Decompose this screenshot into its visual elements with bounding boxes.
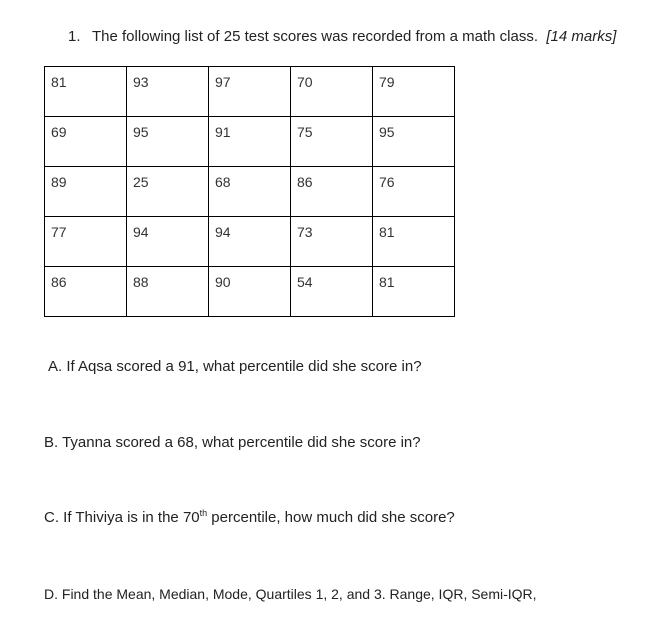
scores-table — [44, 66, 455, 317]
table-cell — [127, 117, 209, 167]
table-row — [45, 217, 455, 267]
scores-table-body — [45, 67, 455, 317]
table-row — [45, 67, 455, 117]
table-cell — [291, 67, 373, 117]
table-cell — [291, 267, 373, 317]
table-cell — [291, 167, 373, 217]
score-value: 88 — [133, 274, 149, 290]
question-text: The following list of 25 test scores was recorded from a math class. — [92, 28, 539, 45]
score-value: 69 — [51, 124, 67, 140]
table-cell — [127, 217, 209, 267]
part-c-question — [44, 509, 455, 526]
part-c-text-start: C. If Thiviya is in the 70 — [44, 509, 200, 526]
table-cell — [209, 117, 291, 167]
table-cell — [45, 167, 127, 217]
table-cell — [45, 267, 127, 317]
part-b-question: B. Tyanna scored a 68, what percentile did she score in? — [44, 434, 421, 451]
score-value: 75 — [297, 124, 313, 140]
table-cell — [373, 217, 455, 267]
question-marks: [14 marks] — [546, 28, 617, 45]
score-value: 25 — [133, 174, 149, 190]
score-value: 73 — [297, 224, 313, 240]
question-heading — [68, 28, 616, 45]
score-value: 86 — [297, 174, 313, 190]
score-value: 89 — [51, 174, 67, 190]
table-cell — [45, 67, 127, 117]
table-cell — [45, 117, 127, 167]
part-a-question: A. If Aqsa scored a 91, what percentile did she score in? — [48, 358, 422, 375]
score-value: 77 — [51, 224, 67, 240]
table-cell — [291, 217, 373, 267]
table-cell — [45, 217, 127, 267]
score-value: 94 — [215, 224, 231, 240]
score-value: 81 — [379, 274, 395, 290]
table-cell — [127, 267, 209, 317]
table-cell — [373, 117, 455, 167]
score-value: 94 — [133, 224, 149, 240]
score-value: 81 — [51, 74, 67, 90]
table-row — [45, 167, 455, 217]
score-value: 93 — [133, 74, 149, 90]
table-row — [45, 267, 455, 317]
score-value: 68 — [215, 174, 231, 190]
score-value: 76 — [379, 174, 395, 190]
table-cell — [373, 267, 455, 317]
score-value: 90 — [215, 274, 231, 290]
score-value: 97 — [215, 74, 231, 90]
score-value: 54 — [297, 274, 313, 290]
table-cell — [127, 67, 209, 117]
table-cell — [209, 67, 291, 117]
table-cell — [291, 117, 373, 167]
table-cell — [209, 217, 291, 267]
table-cell — [373, 167, 455, 217]
score-value: 70 — [297, 74, 313, 90]
score-value: 95 — [133, 124, 149, 140]
score-value: 79 — [379, 74, 395, 90]
score-value: 91 — [215, 124, 231, 140]
score-value: 81 — [379, 224, 395, 240]
table-cell — [127, 167, 209, 217]
part-c-text-end: percentile, how much did she score? — [207, 509, 455, 526]
table-cell — [209, 267, 291, 317]
part-c-superscript: th — [199, 508, 208, 518]
table-row — [45, 117, 455, 167]
question-number: 1. — [68, 28, 81, 45]
score-value: 86 — [51, 274, 67, 290]
part-d-question: D. Find the Mean, Median, Mode, Quartiles 1, 2, and 3. Range, IQR, Semi-IQR, — [44, 586, 537, 602]
table-cell — [209, 167, 291, 217]
table-cell — [373, 67, 455, 117]
score-value: 95 — [379, 124, 395, 140]
